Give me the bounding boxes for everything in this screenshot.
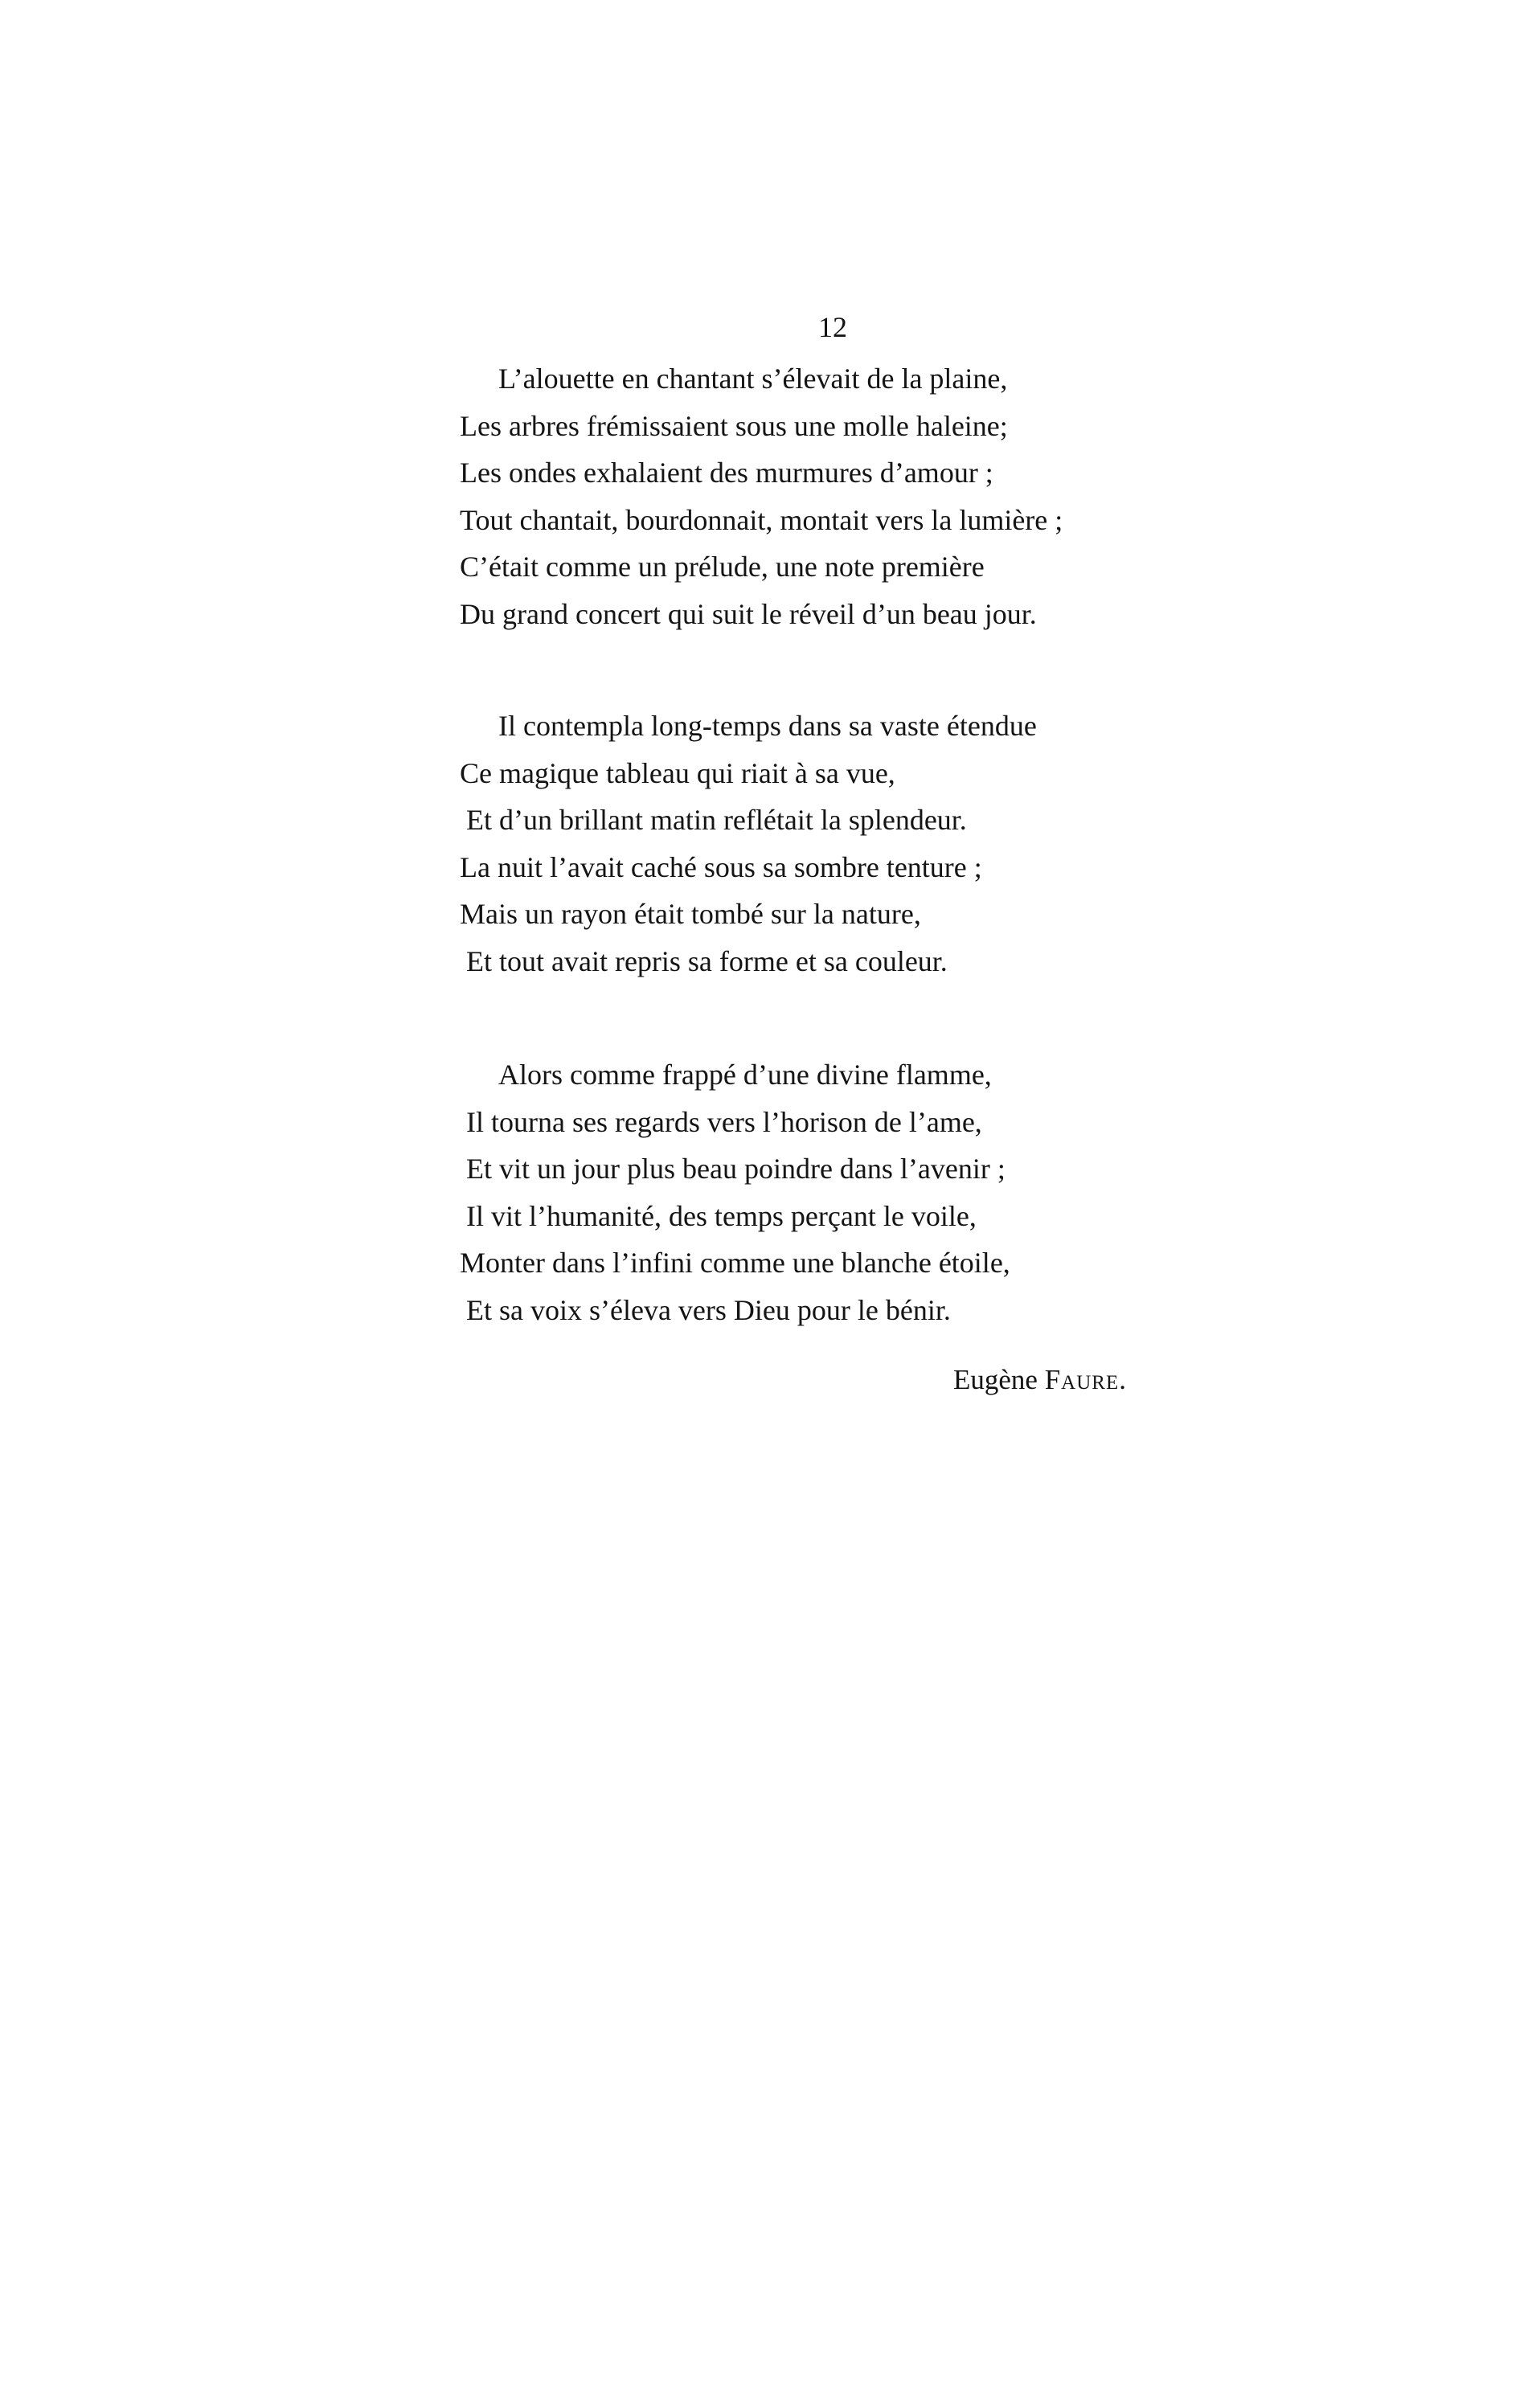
verse-line: Mais un rayon était tombé sur la nature, (460, 898, 921, 930)
stanza-3 (460, 1051, 1264, 1333)
verse-line: Du grand concert qui suit le réveil d’un beau jour. (460, 597, 1037, 630)
verse-line: Et tout avait repris sa forme et sa couleur. (466, 944, 948, 977)
verse-line: Il tourna ses regards vers l’horison de l’ame, (466, 1105, 982, 1138)
author-given-name: Eugène (953, 1364, 1038, 1395)
verse-line: Il contempla long-temps dans sa vaste étendue (498, 710, 1037, 742)
verse-line: La nuit l’avait caché sous sa sombre tenture ; (460, 850, 982, 883)
verse-line: C’était comme un prélude, une note première (460, 551, 985, 583)
verse-line: Les arbres frémissaient sous une molle haleine; (460, 409, 1008, 442)
verse-line: Monter dans l’infini comme une blanche étoile, (460, 1247, 1010, 1279)
verse-line: Il vit l’humanité, des temps perçant le voile, (466, 1199, 977, 1232)
author-surname: Faure. (1044, 1364, 1127, 1395)
author-signature (953, 1362, 1127, 1398)
verse-line: Les ondes exhalaient des murmures d’amour ; (460, 457, 993, 489)
verse-line: Et sa voix s’éleva vers Dieu pour le bénir. (466, 1293, 951, 1326)
verse-line: L’alouette en chantant s’élevait de la plaine, (498, 362, 1008, 395)
verse-line: Et d’un brillant matin reflétait la splendeur. (466, 804, 967, 836)
stanza-1 (460, 355, 1264, 637)
verse-line: Alors comme frappé d’une divine flamme, (498, 1059, 992, 1091)
verse-line: Tout chantait, bourdonnait, montait vers la lumière ; (460, 503, 1063, 536)
verse-line: Ce magique tableau qui riait à sa vue, (460, 756, 895, 789)
verse-line: Et vit un jour plus beau poindre dans l’avenir ; (466, 1153, 1006, 1185)
stanza-2 (460, 702, 1264, 985)
page-number: 12 (818, 311, 847, 343)
